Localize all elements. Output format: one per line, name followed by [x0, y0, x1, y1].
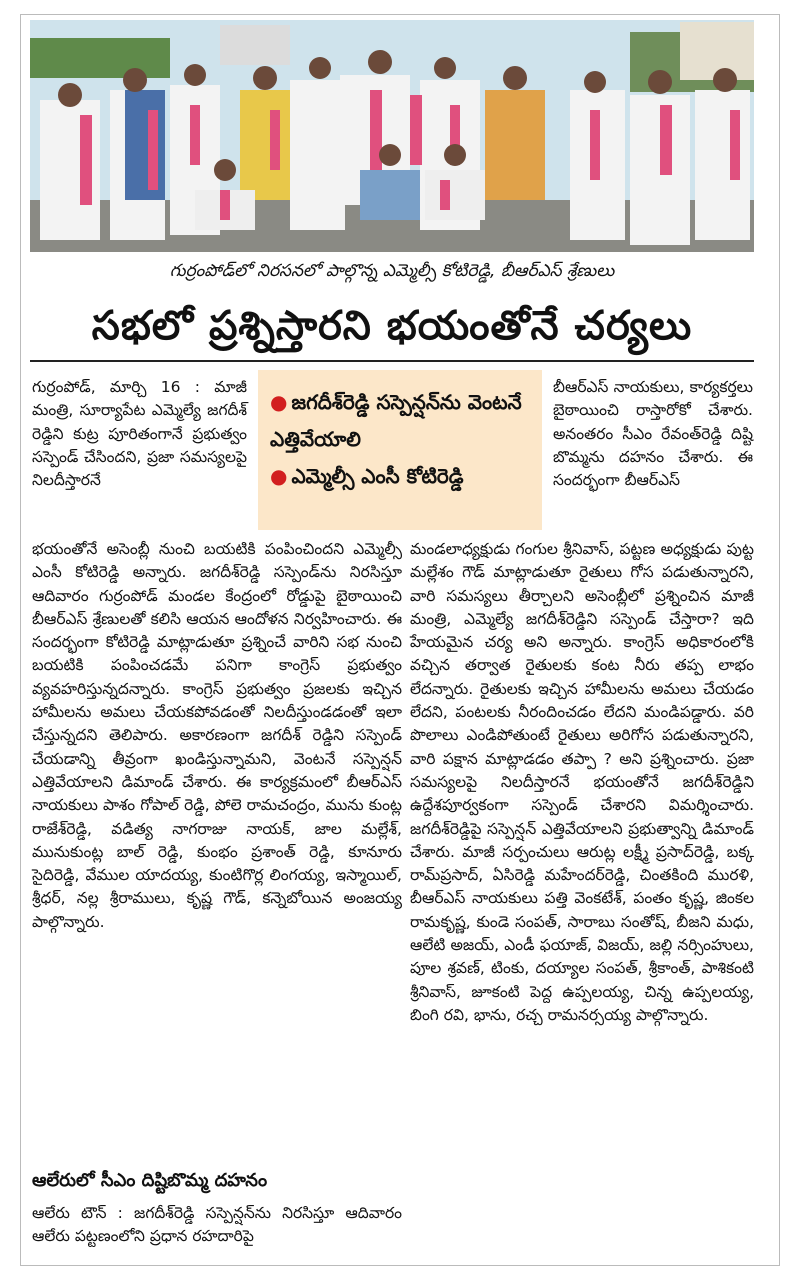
highlight-item: ● జగదీశ్‌రెడ్డి సస్పెన్షన్‌ను వెంటనే ఎత్తివేయాలి: [270, 390, 522, 451]
article-column-2-top: [553, 376, 753, 492]
article-column-2-body: [410, 538, 754, 1027]
article-column-1-end: [32, 1202, 402, 1249]
subheading: ఆలేరులో సీఎం దిష్టిబొమ్మ దహనం: [32, 1170, 268, 1191]
photo-caption: గుర్రంపోడ్‌లో నిరసనలో పాల్గొన్న ఎమ్మెల్సీ కోటిరెడ్డి, బీఆర్‌ఎస్‌ శ్రేణులు: [169, 261, 615, 281]
article-text: భయంతోనే అసెంబ్లీ నుంచి బయటికి పంపించిందని ఎమ్మెల్సీ ఎంసీ కోటిరెడ్డి అన్నారు. జగదీశ్‌రెడ్డి సస్పెండ్‌ను నిరసిస్తూ ఆదివారం గుర్రంపోడ్‌ మండల కేంద్రంలో రోడ్డుపై బైఠాయించి బీఆర్‌ఎస్‌ శ్రేణులతో కలిసి ఆయన ఆందోళన నిర్వహించారు. ఈ సందర్భంగా కోటిరెడ్డి మాట్లాడుతూ ప్రశ్నించే వారిని సభ నుంచి బయటికి పంపించడమే పనిగా కాంగ్రెస్‌ ప్రభుత్వం వ్యవహరిస్తున్నదన్నారు. కాంగ్రెస్‌ ప్రభుత్వం ప్రజలకు ఇచ్చిన హామీలను అమలు చేయకపోవడంతో నిలదీస్తుండడంతో ఇలా చేస్తున్నదని తెలిపారు. అకారణంగా జగదీశ్‌ రెడ్డిని సస్పెండ్‌ చేయడాన్ని తీవ్రంగా ఖండిస్తున్నామని, వెంటనే సస్పెన్షన్‌ ఎత్తివేయాలని డిమాండ్‌ చేశారు. ఈ కార్యక్రమంలో బీఆర్‌ఎస్‌ నాయకులు పాశం గోపాల్‌ రెడ్డి, పోలె రామచంద్రం, మును కుంట్ల రాజేశ్‌రెడ్డి, వడిత్య నాగరాజు నాయక్‌, జాల మల్లేశ్‌, మునుకుంట్ల బాల్‌ రెడ్డి, కుంభం ప్రశాంత్‌ రెడ్డి, కూనూరు సైదిరెడ్డి, వేముల యాదయ్య, కుంటిగొర్ల లింగయ్య, ఇస్మాయిల్‌, శ్రీధర్‌, నల్ల శ్రీరాములు, కృష్ణ గౌడ్‌, కన్నెబోయిన అంజయ్య పాల్గొన్నారు.: [32, 540, 402, 931]
headline: సభలో ప్రశ్నిస్తారని భయంతోనే చర్యలు: [91, 303, 693, 349]
bullet-icon: ●: [270, 464, 288, 488]
article-column-1-top: [32, 376, 247, 492]
news-photo: [30, 20, 754, 252]
headline-rule: [30, 360, 754, 362]
highlight-item: ● ఎమ్మెల్సీ ఎంసీ కోటిరెడ్డి: [270, 464, 464, 488]
highlight-box: [258, 370, 542, 530]
article-text: బీఆర్‌ఎస్‌ నాయకులు, కార్యకర్తలు బైఠాయించి రాస్తారోకో చేశారు. అనంతరం సీఎం రేవంత్‌రెడ్డి దిష్టి బొమ్మను దహనం చేశారు. ఈ సందర్భంగా బీఆర్‌ఎస్‌: [553, 378, 753, 490]
article-text: గుర్రంపోడ్‌, మార్చి 16 : మాజీ మంత్రి, సూర్యాపేట ఎమ్మెల్యే జగదీశ్‌ రెడ్డిని కుట్ర పూరితంగానే ప్రభుత్వం సస్పెండ్‌ చేసిందని, ప్రజా సమస్యలపై నిలదీస్తారనే: [32, 378, 247, 490]
bullet-icon: ●: [270, 390, 288, 414]
article-column-1-body: [32, 538, 402, 934]
article-text: ఆలేరు టౌన్‌ : జగదీశ్‌రెడ్డి సస్పెన్షన్‌ను నిరసిస్తూ ఆదివారం ఆలేరు పట్టణంలోని ప్రధాన రహదారిపై: [32, 1204, 402, 1246]
article-text: మండలాధ్యక్షుడు గంగుల శ్రీనివాస్‌, పట్టణ అధ్యక్షుడు పుట్ట మల్లేశం గౌడ్‌ మాట్లాడుతూ రైతులు గోస పడుతున్నారని, వారి సమస్యలు తీర్చాలని అసెంబ్లీలో ప్రశ్నించిన మాజీ మంత్రి, ఎమ్మెల్యే జగదీశ్‌రెడ్డిని సస్పెండ్‌ చేస్తారా? ఇది హేయమైన చర్య అని అన్నారు. కాంగ్రెస్‌ అధికారంలోకి వచ్చిన తర్వాత రైతులకు కంట నీరు తప్ప లాభం లేదన్నారు. రైతులకు ఇచ్చిన హామీలను అమలు చేయడం లేదని, పంటలకు నీరందించడం లేదని మండిపడ్డారు. వరి పొలాలు ఎండిపోతుంటే రైతులు అరిగోస పడుతున్నారని, వారి పక్షాన మాట్లాడడం తప్పా ? అని ప్రశ్నించారు. ప్రజా సమస్యలపై నిలదీస్తారనే భయంతోనే జగదీశ్‌రెడ్డిని ఉద్దేశపూర్వకంగా సస్పెండ్‌ చేశారని విమర్శించారు. జగదీశ్‌రెడ్డిపై సస్పెన్షన్‌ ఎత్తివేయాలని ప్రభుత్వాన్ని డిమాండ్‌ చేశారు. మాజీ సర్పంచులు ఆరుట్ల లక్ష్మీ ప్రసాద్‌రెడ్డి, బక్క రామ్‌ప్రసాద్‌, ఏసిరెడ్డి మహేందర్‌రెడ్డి, చింతకింది మురళి, బీఆర్‌ఎస్‌ నాయకులు పత్తి వెంకటేశ్‌, పంతం కృష్ణ, జింకల రామకృష్ణ, కుండె సంపత్‌, సారాబు సంతోష్‌, బీజని మధు, ఆలేటి అజయ్‌, ఎండీ ఫయాజ్‌, విజయ్‌, జల్లి నర్సింహులు, పూల శ్రవణ్‌, టింకు, దయ్యాల సంపత్‌, శ్రీకాంత్‌, పాశికంటి శ్రీనివాస్‌, జూకంటి పెద్ద ఉప్పలయ్య, చిన్న ఉప్పలయ్య, బింగి రవి, భాను, రచ్చ రామనర్సయ్య పాల్గొన్నారు.: [410, 540, 754, 1024]
